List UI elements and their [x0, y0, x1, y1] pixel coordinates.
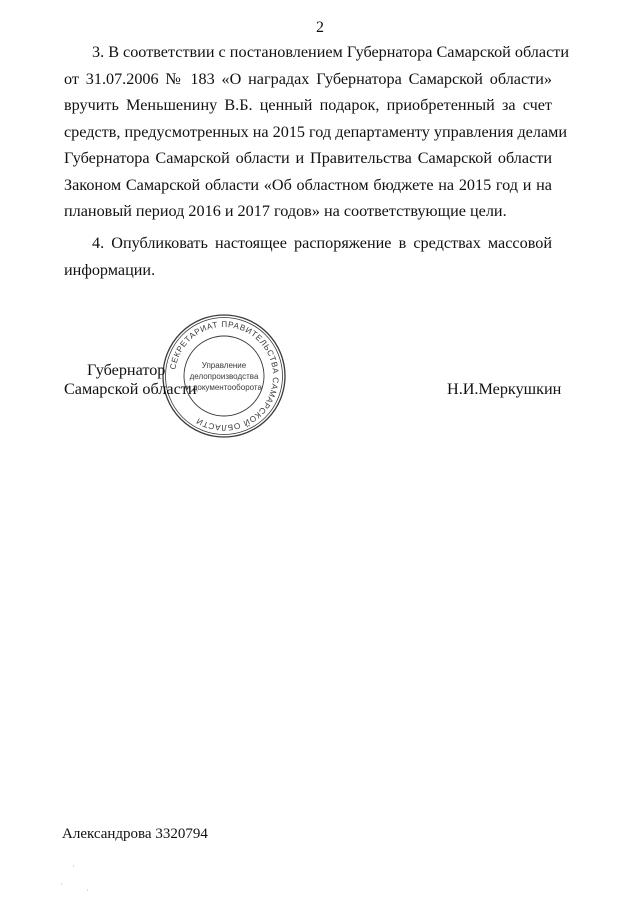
stamp-center-line: и документооборота	[186, 383, 262, 392]
paragraph-line: плановый период 2016 и 2017 годов» на соответствующие цели.	[64, 202, 507, 220]
paragraph-line: 3. В соответствии с постановлением Губернатора Самарской области	[92, 43, 569, 61]
signatory-name: Н.И.Меркушкин	[447, 380, 562, 398]
paragraph-line: Законом Самарской области «Об областном бюджете на 2015 год и на	[64, 175, 552, 194]
paragraph-line: 4. Опубликовать настоящее распоряжение в средствах массовой	[92, 234, 552, 252]
signatory-title-line-2: Самарской области	[64, 380, 197, 398]
scan-speck: ·	[86, 886, 89, 895]
paragraph-line: Губернатора Самарской области и Правительства Самарской области	[64, 149, 552, 167]
stamp-center-line: Управление	[201, 361, 247, 370]
stamp-ring-text: СЕКРЕТАРИАТ ПРАВИТЕЛЬСТВА САМАРСКОЙ ОБЛАСТИ	[168, 319, 281, 433]
paragraph-3	[64, 39, 569, 225]
paragraph-line: от 31.07.2006 № 183 «О наградах Губернатора Самарской области»	[64, 69, 552, 88]
page-number: 2	[316, 19, 324, 36]
executor-contact: Александрова 3320794	[62, 826, 208, 842]
scan-speck: ·	[60, 880, 63, 889]
scan-speck: ·	[72, 862, 75, 871]
official-stamp	[161, 313, 287, 439]
paragraph-line: средств, предусмотренных на 2015 год департаменту управления делами	[64, 122, 568, 141]
signatory-title-line-1: Губернатор	[87, 361, 166, 379]
stamp-center-line: делопроизводства	[189, 372, 259, 381]
paragraph-line: вручить Меньшенину В.Б. ценный подарок, приобретенный за счет	[64, 96, 552, 114]
paragraph-4	[64, 230, 552, 283]
paragraph-line: информации.	[64, 260, 156, 279]
